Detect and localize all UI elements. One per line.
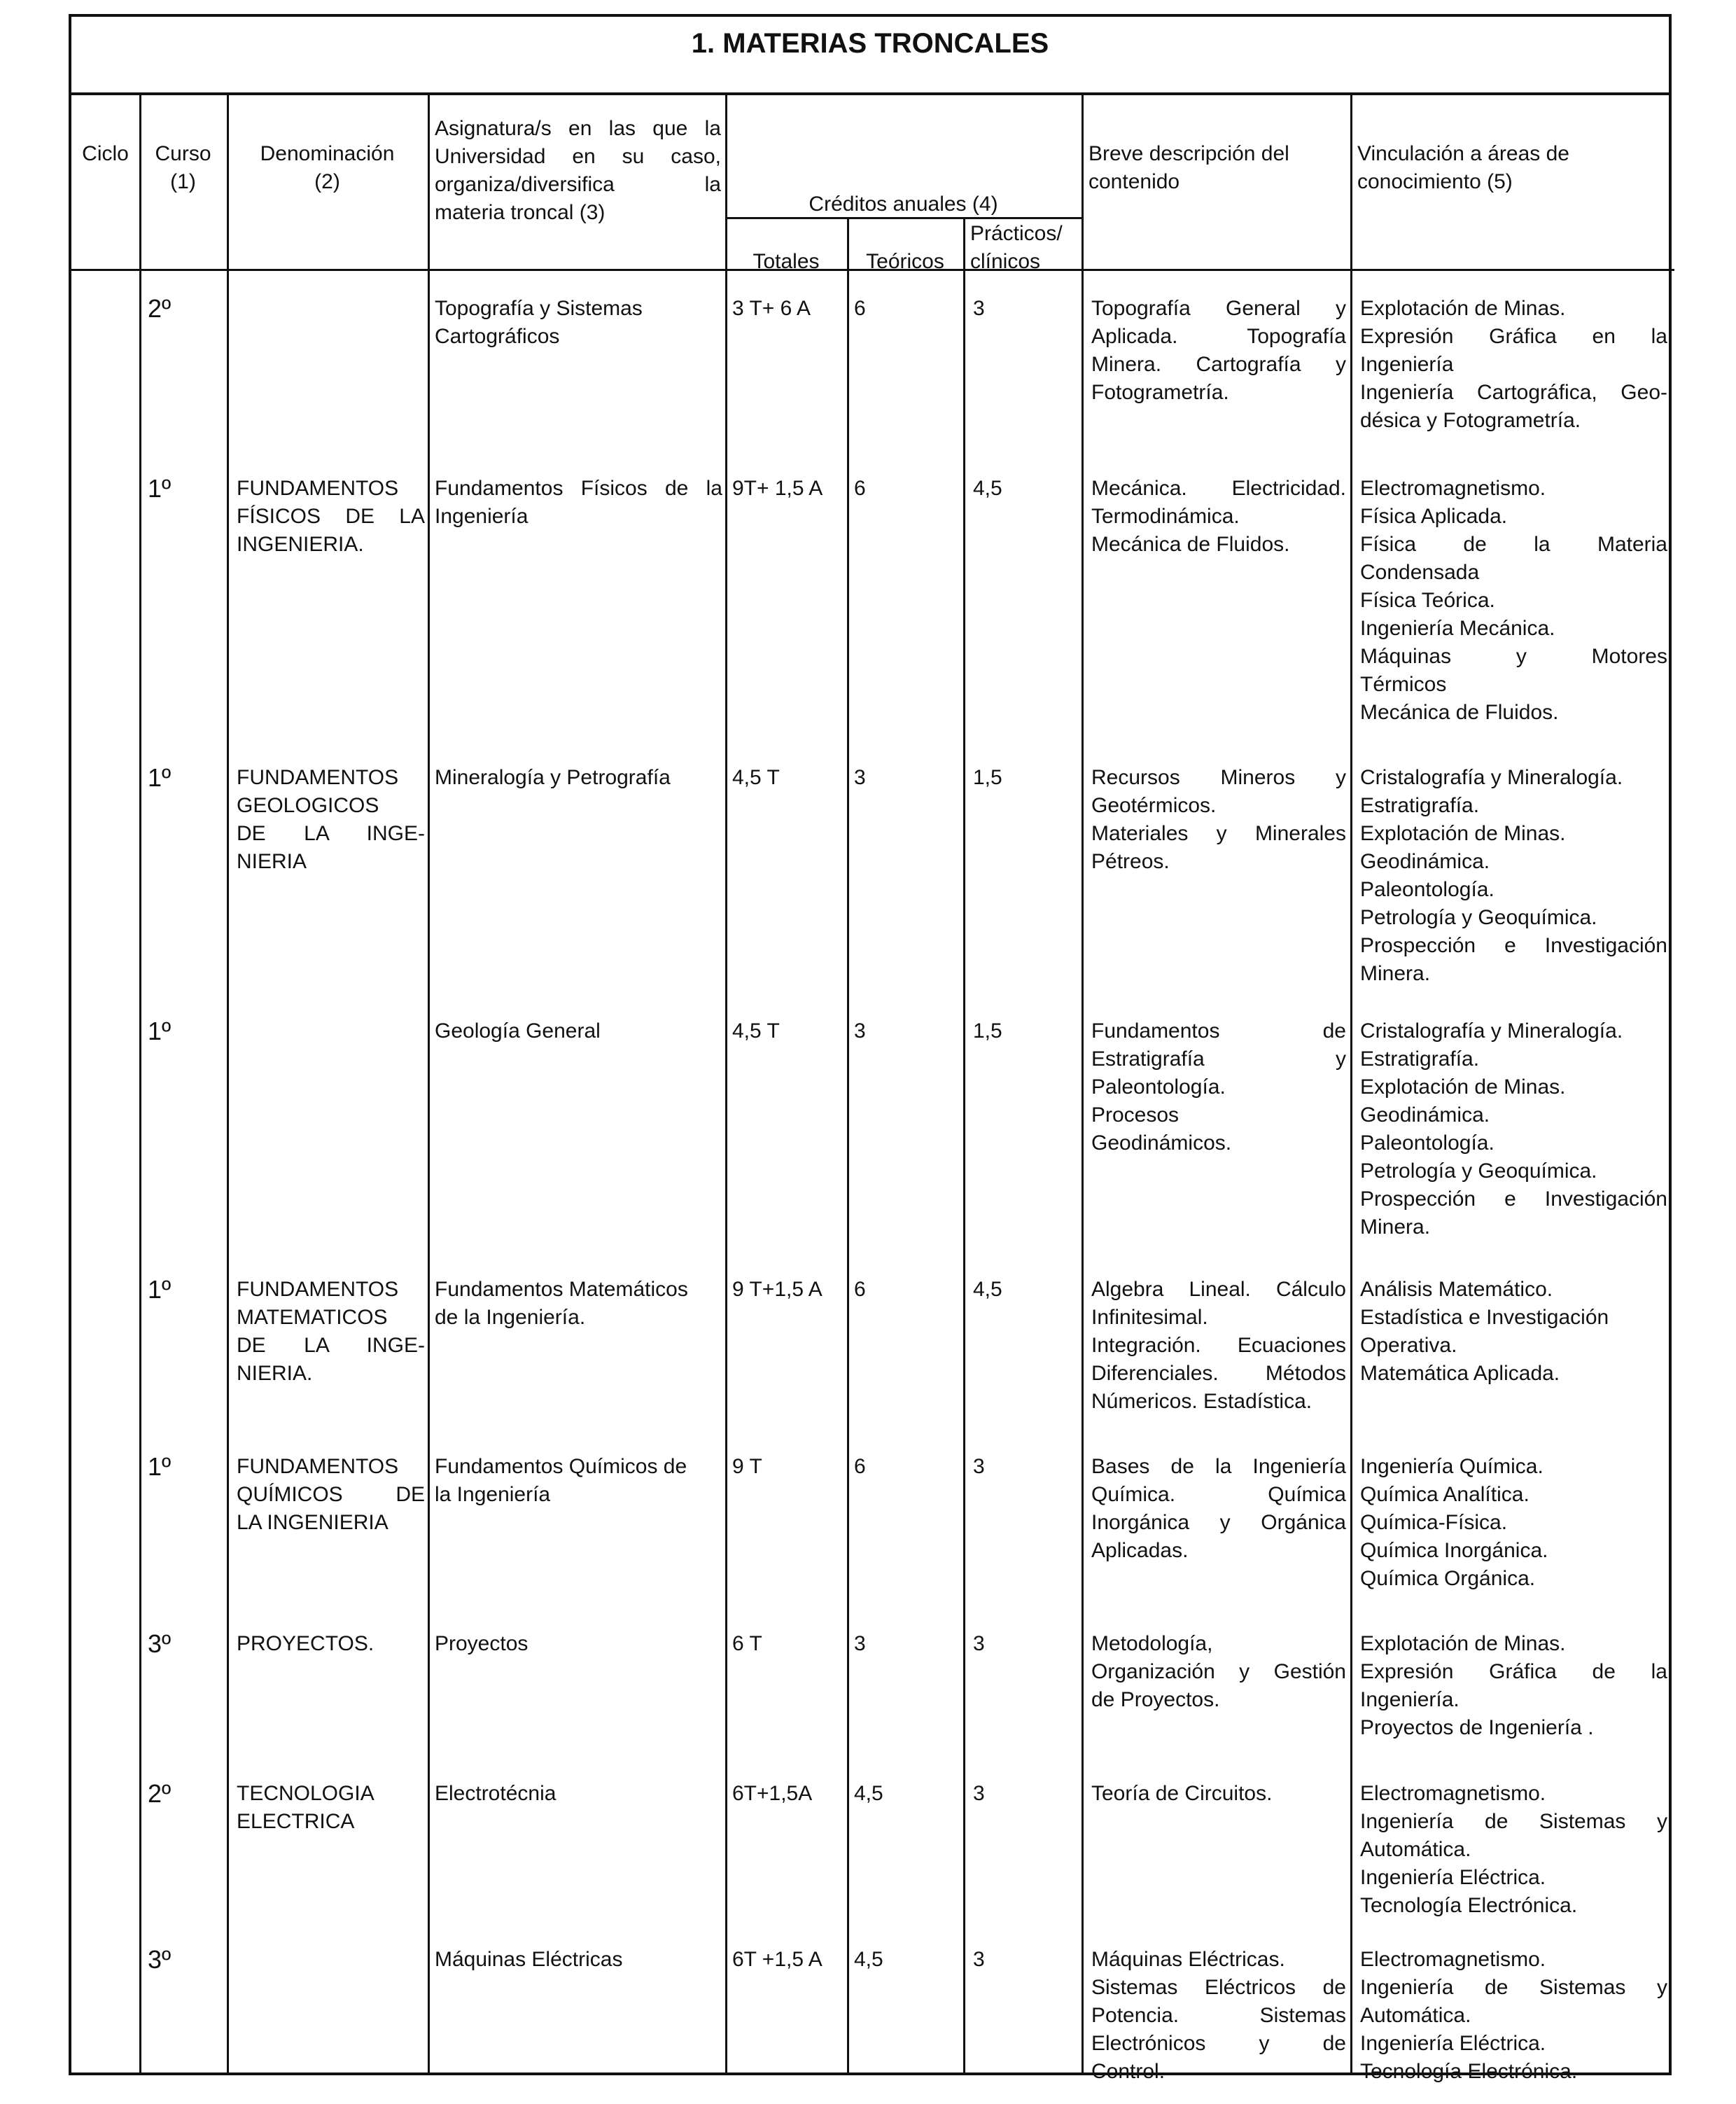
cell-line: Control.: [1091, 2060, 1166, 2083]
curso-value: 3º: [148, 1945, 172, 1974]
cell-line: Recursos Mineros y: [1091, 766, 1346, 789]
totales-cell: [732, 1276, 846, 1304]
cell-line: Explotación de Minas.: [1360, 822, 1566, 845]
cell-line: Electrotécnia: [435, 1782, 556, 1805]
table-title: 1. MATERIAS TRONCALES: [691, 28, 1049, 59]
cell-line: Operativa.: [1360, 1334, 1457, 1357]
cell-line: FUNDAMENTOS: [237, 477, 399, 500]
vinculacion-cell: [1360, 475, 1667, 727]
teoricos-cell: [854, 1276, 962, 1304]
teoricos-value: 3: [854, 1019, 866, 1043]
teoricos-value: 6: [854, 1455, 866, 1478]
practicos-cell: [973, 475, 1079, 503]
cell-line: Electromagnetismo.: [1360, 477, 1546, 500]
cell-line: Fundamentos Matemáticos: [435, 1278, 688, 1301]
teoricos-value: 4,5: [854, 1782, 883, 1805]
cell-line: Fundamentos Físicos de la: [435, 477, 722, 500]
descripcion-cell: [1091, 1946, 1346, 2086]
cell-line: Minera. Cartografía y: [1091, 353, 1346, 376]
cell-line: Ingeniería.: [1360, 1688, 1460, 1711]
header-teoricos: Teóricos: [866, 250, 944, 273]
cell-line: Potencia. Sistemas: [1091, 2004, 1346, 2027]
vinculacion-cell: [1360, 1780, 1667, 1920]
cell-line: Diferenciales. Métodos: [1091, 1362, 1346, 1385]
totales-value: 3 T+ 6 A: [732, 297, 811, 320]
denominacion-cell: [237, 1630, 425, 1658]
cell-line: Procesos: [1091, 1103, 1180, 1127]
cell-line: Topografía General y: [1091, 297, 1346, 320]
cell-line: Máquinas y Motores: [1360, 645, 1667, 668]
cell-line: Ingeniería Eléctrica.: [1360, 2032, 1546, 2055]
teoricos-value: 3: [854, 1632, 866, 1655]
cell-line: Física Aplicada.: [1360, 505, 1508, 528]
totales-value: 6 T: [732, 1632, 762, 1655]
cell-line: Inorgánica y Orgánica: [1091, 1511, 1346, 1534]
cell-line: Ingeniería Eléctrica.: [1360, 1866, 1546, 1889]
vinculacion-cell: [1360, 295, 1667, 435]
header-vinculacion: Vinculación a áreas de conocimiento (5): [1357, 142, 1569, 193]
header-creditos-anuales: Créditos anuales (4): [808, 193, 998, 216]
asignatura-cell: [435, 1017, 722, 1045]
totales-value: 6T+1,5A: [732, 1782, 813, 1805]
cell-line: Cristalografía y Mineralogía.: [1360, 1019, 1623, 1043]
cell-line: Paleontología.: [1360, 1131, 1494, 1155]
curso-cell: [148, 1946, 223, 1974]
totales-value: 6T +1,5 A: [732, 1948, 822, 1971]
teoricos-cell: [854, 1630, 962, 1658]
cell-line: Prospección e Investigación: [1360, 934, 1667, 957]
curso-value: 3º: [148, 1629, 172, 1658]
totales-cell: [732, 1780, 846, 1808]
teoricos-cell: [854, 295, 962, 323]
cell-line: Termodinámica.: [1091, 505, 1240, 528]
cell-line: TECNOLOGIA: [237, 1782, 374, 1805]
teoricos-cell: [854, 1017, 962, 1045]
column-divider: [725, 95, 727, 2075]
teoricos-cell: [854, 764, 962, 792]
practicos-value: 3: [973, 297, 985, 320]
cell-line: Estratigrafía.: [1360, 794, 1480, 817]
cell-line: Ingeniería Mecánica.: [1360, 617, 1555, 640]
cell-line: INGENIERIA.: [237, 533, 364, 556]
cell-line: Minera.: [1360, 1215, 1431, 1239]
cell-line: de la Ingeniería.: [435, 1306, 586, 1329]
cell-line: Química Orgánica.: [1360, 1567, 1536, 1590]
cell-line: NIERIA: [237, 850, 307, 873]
cell-line: Metodología,: [1091, 1632, 1213, 1655]
descripcion-cell: [1091, 1630, 1346, 1714]
cell-line: MATEMATICOS: [237, 1306, 388, 1329]
cell-line: Química Analítica.: [1360, 1483, 1530, 1506]
cell-line: Automática.: [1360, 2004, 1471, 2027]
denominacion-cell: [237, 1780, 425, 1836]
cell-line: Cartográficos: [435, 325, 560, 348]
descripcion-cell: [1091, 295, 1346, 407]
cell-line: Cristalografía y Mineralogía.: [1360, 766, 1623, 789]
cell-line: de Proyectos.: [1091, 1688, 1220, 1711]
cell-line: Ingeniería Química.: [1360, 1455, 1544, 1478]
vinculacion-cell: [1360, 1946, 1667, 2086]
totales-value: 9 T: [732, 1455, 762, 1478]
cell-line: Física de la Materia: [1360, 533, 1667, 556]
vinculacion-cell: [1360, 1453, 1667, 1593]
totales-value: 9 T+1,5 A: [732, 1278, 822, 1301]
cell-line: DE LA INGE-: [237, 1334, 425, 1357]
cell-line: Expresión Gráfica en la: [1360, 325, 1667, 348]
totales-cell: [732, 295, 846, 323]
teoricos-value: 3: [854, 766, 866, 789]
materias-troncales-table: [69, 14, 1672, 2083]
cell-line: Aplicada. Topografía: [1091, 325, 1346, 348]
totales-cell: [732, 475, 846, 503]
curso-cell: [148, 764, 223, 792]
cell-line: Geología General: [435, 1019, 601, 1043]
column-divider: [963, 217, 965, 2075]
curso-cell: [148, 475, 223, 503]
cell-line: Fotogrametría.: [1091, 381, 1229, 404]
totales-cell: [732, 1017, 846, 1045]
cell-line: Petrología y Geoquímica.: [1360, 1159, 1597, 1183]
cell-line: Geodinámicos.: [1091, 1131, 1232, 1155]
cell-line: Materiales y Minerales: [1091, 822, 1346, 845]
column-divider: [227, 95, 229, 2075]
cell-line: Geodinámica.: [1360, 850, 1490, 873]
vinculacion-cell: [1360, 1276, 1667, 1388]
cell-line: Ingeniería Cartográfica, Geo-: [1360, 381, 1667, 404]
curso-cell: [148, 1017, 223, 1045]
curso-value: 1º: [148, 1452, 172, 1481]
cell-line: Geodinámica.: [1360, 1103, 1490, 1127]
cell-line: Ingeniería de Sistemas y: [1360, 1810, 1667, 1833]
practicos-cell: [973, 764, 1079, 792]
curso-cell: [148, 295, 223, 323]
curso-cell: [148, 1453, 223, 1481]
practicos-cell: [973, 1630, 1079, 1658]
totales-cell: [732, 1630, 846, 1658]
cell-line: FUNDAMENTOS: [237, 766, 399, 789]
curso-value: 2º: [148, 294, 172, 323]
teoricos-value: 6: [854, 1278, 866, 1301]
cell-line: Ingeniería: [1360, 353, 1454, 376]
cell-line: Máquinas Eléctricas: [435, 1948, 623, 1971]
cell-line: Análisis Matemático.: [1360, 1278, 1553, 1301]
header-curso: Curso (1): [155, 142, 211, 193]
teoricos-value: 6: [854, 297, 866, 320]
practicos-value: 4,5: [973, 477, 1002, 500]
cell-line: FÍSICOS DE LA: [237, 505, 425, 528]
totales-value: 4,5 T: [732, 766, 780, 789]
cell-line: Electromagnetismo.: [1360, 1948, 1546, 1971]
cell-line: Paleontología.: [1360, 878, 1494, 901]
cell-line: Automática.: [1360, 1838, 1471, 1861]
curso-cell: [148, 1630, 223, 1658]
cell-line: Electromagnetismo.: [1360, 1782, 1546, 1805]
practicos-cell: [973, 1276, 1079, 1304]
column-divider: [1082, 95, 1084, 2075]
practicos-cell: [973, 1946, 1079, 1974]
curso-value: 2º: [148, 1779, 172, 1808]
totales-value: 4,5 T: [732, 1019, 780, 1043]
curso-value: 1º: [148, 763, 172, 792]
practicos-value: 3: [973, 1632, 985, 1655]
teoricos-cell: [854, 475, 962, 503]
vinculacion-cell: [1360, 1630, 1667, 1742]
cell-line: Mineralogía y Petrografía: [435, 766, 671, 789]
cell-line: Física Teórica.: [1360, 589, 1495, 612]
curso-cell: [148, 1780, 223, 1808]
column-divider: [139, 95, 141, 2075]
cell-line: Matemática Aplicada.: [1360, 1362, 1560, 1385]
descripcion-cell: [1091, 764, 1346, 876]
asignatura-cell: [435, 1453, 722, 1509]
cell-line: FUNDAMENTOS: [237, 1278, 399, 1301]
denominacion-cell: [237, 764, 425, 876]
cell-line: GEOLOGICOS: [237, 794, 379, 817]
curso-value: 1º: [148, 1275, 172, 1304]
cell-line: NIERIA.: [237, 1362, 313, 1385]
cell-line: Integración. Ecuaciones: [1091, 1334, 1346, 1357]
totales-value: 9T+ 1,5 A: [732, 477, 823, 500]
cell-line: Organización y Gestión: [1091, 1660, 1346, 1683]
column-divider: [1350, 95, 1352, 2075]
cell-line: Proyectos: [435, 1632, 528, 1655]
teoricos-value: 4,5: [854, 1948, 883, 1971]
cell-line: Química. Química: [1091, 1483, 1346, 1506]
cell-line: PROYECTOS.: [237, 1632, 374, 1655]
denominacion-cell: [237, 1276, 425, 1388]
asignatura-cell: [435, 475, 722, 531]
table-title-row: [71, 17, 1669, 95]
teoricos-value: 6: [854, 477, 866, 500]
header-practicos: Prácticos/ clínicos: [970, 222, 1063, 273]
asignatura-cell: [435, 1276, 722, 1332]
cell-line: Bases de la Ingeniería: [1091, 1455, 1346, 1478]
cell-line: Estadística e Investigación: [1360, 1306, 1609, 1329]
header-denominacion: Denominación (2): [260, 142, 395, 193]
practicos-cell: [973, 1453, 1079, 1481]
cell-line: Pétreos.: [1091, 850, 1170, 873]
descripcion-cell: [1091, 1453, 1346, 1565]
cell-line: Mecánica de Fluidos.: [1360, 701, 1559, 724]
denominacion-cell: [237, 475, 425, 559]
cell-line: Prospección e Investigación: [1360, 1187, 1667, 1211]
header-ciclo: Ciclo: [82, 142, 129, 165]
curso-value: 1º: [148, 1017, 172, 1045]
practicos-value: 4,5: [973, 1278, 1002, 1301]
denominacion-cell: [237, 1453, 425, 1537]
practicos-value: 3: [973, 1948, 985, 1971]
descripcion-cell: [1091, 1276, 1346, 1416]
asignatura-cell: [435, 764, 722, 792]
asignatura-cell: [435, 295, 722, 351]
cell-line: Aplicadas.: [1091, 1539, 1189, 1562]
cell-line: DE LA INGE-: [237, 822, 425, 845]
cell-line: ELECTRICA: [237, 1810, 355, 1833]
curso-cell: [148, 1276, 223, 1304]
header-asignatura: Asignatura/s en las que la Universidad en su caso, organiza/diversifica la materia troncal (3): [435, 117, 721, 224]
cell-line: Infinitesimal.: [1091, 1306, 1208, 1329]
cell-line: Térmicos: [1360, 673, 1447, 696]
curso-value: 1º: [148, 474, 172, 503]
cell-line: Sistemas Eléctricos de: [1091, 1976, 1346, 1999]
cell-line: Fundamentos de: [1091, 1019, 1346, 1043]
totales-cell: [732, 764, 846, 792]
cell-line: Química-Física.: [1360, 1511, 1508, 1534]
cell-line: Teoría de Circuitos.: [1091, 1782, 1273, 1805]
cell-line: Condensada: [1360, 561, 1480, 584]
cell-line: Ingeniería: [435, 505, 528, 528]
cell-line: Ingeniería de Sistemas y: [1360, 1976, 1667, 1999]
cell-line: la Ingeniería: [435, 1483, 551, 1506]
asignatura-cell: [435, 1630, 722, 1658]
cell-line: Tecnología Electrónica.: [1360, 1894, 1578, 1917]
cell-line: Mecánica de Fluidos.: [1091, 533, 1290, 556]
cell-line: QUÍMICOS DE: [237, 1483, 425, 1506]
cell-line: Fundamentos Químicos de: [435, 1455, 687, 1478]
cell-line: désica y Fotogrametría.: [1360, 409, 1581, 432]
cell-line: Minera.: [1360, 962, 1431, 985]
cell-line: Geotérmicos.: [1091, 794, 1217, 817]
descripcion-cell: [1091, 1780, 1346, 1808]
cell-line: FUNDAMENTOS: [237, 1455, 399, 1478]
vinculacion-cell: [1360, 764, 1667, 988]
cell-line: Electrónicos y de: [1091, 2032, 1346, 2055]
vinculacion-cell: [1360, 1017, 1667, 1241]
cell-line: Paleontología.: [1091, 1075, 1226, 1099]
practicos-cell: [973, 295, 1079, 323]
practicos-value: 1,5: [973, 766, 1002, 789]
cell-line: Mecánica. Electricidad.: [1091, 477, 1346, 500]
cell-line: Petrología y Geoquímica.: [1360, 906, 1597, 929]
cell-line: Estratigrafía y: [1091, 1047, 1346, 1071]
cell-line: Explotación de Minas.: [1360, 1632, 1566, 1655]
column-divider: [847, 217, 849, 2075]
totales-cell: [732, 1946, 846, 1974]
header-descripcion: Breve descripción del contenido: [1088, 142, 1289, 193]
totales-cell: [732, 1453, 846, 1481]
cell-line: Topografía y Sistemas: [435, 297, 643, 320]
cell-line: Máquinas Eléctricas.: [1091, 1948, 1285, 1971]
practicos-cell: [973, 1780, 1079, 1808]
teoricos-cell: [854, 1453, 962, 1481]
cell-line: Explotación de Minas.: [1360, 1075, 1566, 1099]
cell-line: Estratigrafía.: [1360, 1047, 1480, 1071]
practicos-value: 1,5: [973, 1019, 1002, 1043]
header-totales: Totales: [752, 250, 820, 273]
cell-line: Proyectos de Ingeniería .: [1360, 1716, 1594, 1739]
descripcion-cell: [1091, 475, 1346, 559]
cell-line: Química Inorgánica.: [1360, 1539, 1548, 1562]
asignatura-cell: [435, 1780, 722, 1808]
cell-line: Algebra Lineal. Cálculo: [1091, 1278, 1346, 1301]
cell-line: Tecnología Electrónica.: [1360, 2060, 1578, 2083]
teoricos-cell: [854, 1946, 962, 1974]
asignatura-cell: [435, 1946, 722, 1974]
column-divider: [428, 95, 430, 2075]
descripcion-cell: [1091, 1017, 1346, 1157]
cell-line: Explotación de Minas.: [1360, 297, 1566, 320]
cell-line: LA INGENIERIA: [237, 1511, 388, 1534]
cell-line: Expresión Gráfica de la: [1360, 1660, 1667, 1683]
cell-line: Númericos. Estadística.: [1091, 1390, 1312, 1413]
teoricos-cell: [854, 1780, 962, 1808]
practicos-cell: [973, 1017, 1079, 1045]
practicos-value: 3: [973, 1455, 985, 1478]
practicos-value: 3: [973, 1782, 985, 1805]
